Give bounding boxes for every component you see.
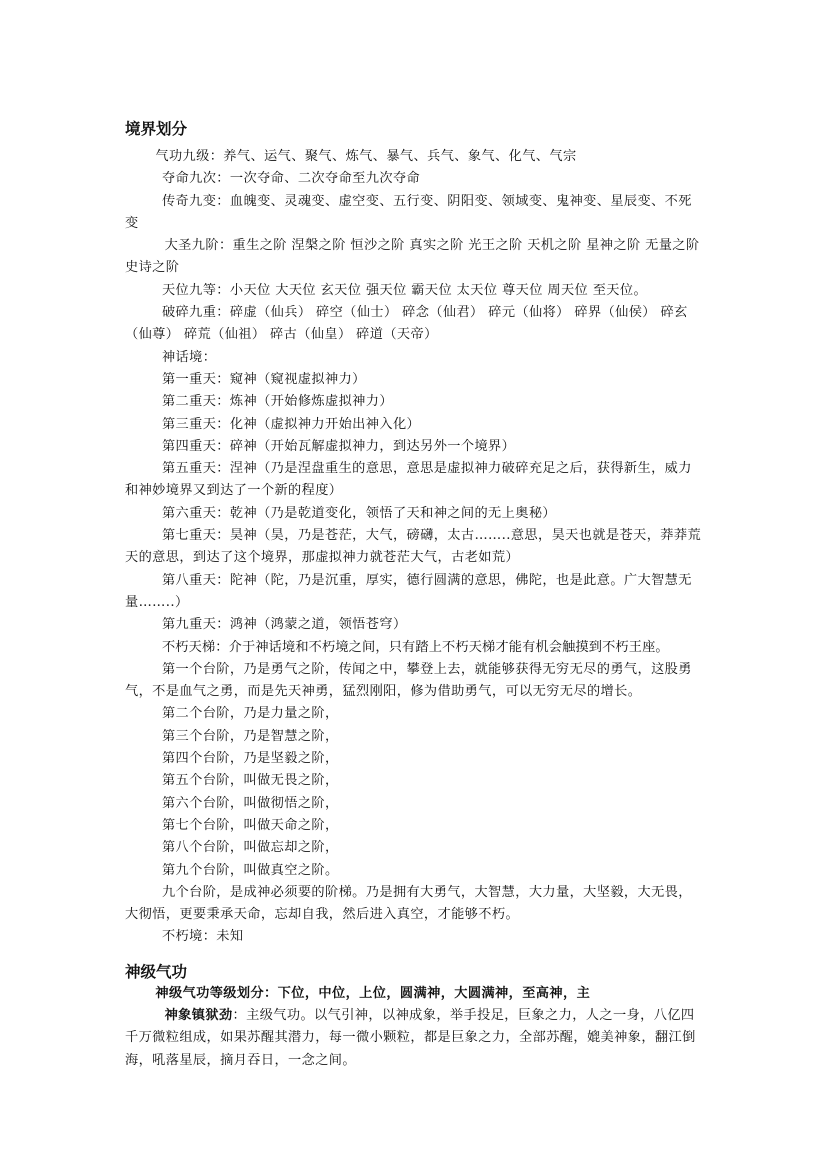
heaven-level-line: 第二重天：炼神（开始修炼虚拟神力） bbox=[161, 394, 393, 410]
document-body bbox=[125, 118, 705, 1072]
heaven-level-line: 第八重天：陀神（陀，乃是沉重，厚实，德行圆满的意思，佛陀，也是此意。广大智慧无量……..） bbox=[125, 572, 692, 610]
section-title-divine-qigong: 神级气功 bbox=[125, 962, 188, 981]
ladder-step-line: 第六个台阶，叫做彻悟之阶， bbox=[161, 795, 339, 811]
immortal-ladder-line: 不朽天梯：介于神话境和不朽境之间，只有踏上不朽天梯才能有机会触摸到不朽王座。 bbox=[161, 639, 669, 655]
section-title-realms: 境界划分 bbox=[125, 120, 188, 138]
heaven-level-line: 第五重天：涅神（乃是涅盘重生的意思，意思是虚拟神力破碎充足之后，获得新生，威力和神妙境界又到达了一个新的程度） bbox=[125, 461, 692, 499]
realm-line: 天位九等：小天位 大天位 玄天位 强天位 霸天位 太天位 尊天位 周天位 至天位。 bbox=[161, 282, 648, 298]
divine-entry-paragraph bbox=[125, 1005, 705, 1072]
divine-entry-text: ：主级气功。以气引神，以神成象，举手投足，巨象之力，人之一身，八亿四千万微粒组成，如果苏醒其潜力，每一微小颗粒，都是巨象之力，全部苏醒，媲美神象，翻江倒海，吼落星辰，摘月吞日，一念之间。 bbox=[125, 1007, 696, 1068]
heaven-level-line: 第四重天：碎神（开始瓦解虚拟神力，到达另外一个境界） bbox=[161, 438, 516, 454]
heaven-level-line: 第一重天：窥神（窥视虚拟神力） bbox=[161, 371, 366, 387]
realm-line: 神话境： bbox=[161, 349, 217, 365]
realm-line: 气功九级：养气、运气、聚气、炼气、暴气、兵气、象气、化气、气宗 bbox=[155, 149, 577, 164]
ladder-step-line: 第七个台阶，叫做天命之阶， bbox=[161, 817, 339, 833]
ladder-step-line: 第一个台阶，乃是勇气之阶，传闻之中，攀登上去，就能够获得无穷无尽的勇气，这股勇气，不是血气之勇，而是先天神勇，猛烈刚阳，修为借助勇气，可以无穷无尽的增长。 bbox=[125, 661, 692, 700]
ladder-step-line: 第九个台阶，叫做真空之阶。 bbox=[161, 862, 339, 878]
ladder-step-line: 第二个台阶，乃是力量之阶， bbox=[161, 706, 339, 722]
ladder-step-line: 第五个台阶，叫做无畏之阶， bbox=[161, 773, 339, 789]
ladder-summary-line: 九个台阶，是成神必须要的阶梯。乃是拥有大勇气，大智慧，大力量，大坚毅，大无畏，大彻悟，更要秉承天命，忘却自我，然后进入真空，才能够不朽。 bbox=[125, 884, 692, 923]
realm-line: 夺命九次：一次夺命、二次夺命至九次夺命 bbox=[161, 171, 421, 187]
realm-line: 大圣九阶：重生之阶 涅槃之阶 恒沙之阶 真实之阶 光王之阶 天机之阶 星神之阶 无量之阶 史诗之阶 bbox=[125, 238, 700, 276]
ladder-step-line: 第八个台阶，叫做忘却之阶， bbox=[161, 840, 339, 856]
heaven-level-line: 第七重天：昊神（昊，乃是苍茫，大气，磅礴，太古……..意思，昊天也就是苍天，莽莽荒天的意思，到达了这个境界，那虚拟神力就苍茫大气，古老如荒） bbox=[125, 528, 702, 566]
heaven-level-line: 第九重天：鸿神（鸿蒙之道，领悟苍穹） bbox=[161, 617, 407, 633]
divine-entry-name: 神象镇狱劲 bbox=[164, 1007, 233, 1023]
heaven-level-line: 第三重天：化神（虚拟神力开始出神入化） bbox=[161, 416, 421, 432]
divine-grading-text: 神级气功等级划分：下位，中位，上位，圆满神，大圆满神，至高神，主 bbox=[155, 985, 591, 1001]
ladder-step-line: 第三个台阶，乃是智慧之阶， bbox=[161, 728, 339, 744]
ladder-step-line: 第四个台阶，乃是坚毅之阶， bbox=[161, 751, 339, 767]
divine-grading-line bbox=[125, 983, 705, 1005]
heaven-level-line: 第六重天：乾神（乃是乾道变化，领悟了天和神之间的无上奥秘） bbox=[161, 505, 556, 521]
immortal-realm-line: 不朽境：未知 bbox=[161, 929, 244, 945]
realm-line: 破碎九重：碎虚（仙兵） 碎空（仙士） 碎念（仙君） 碎元（仙将） 碎界（仙侯） 碎玄（仙尊） 碎荒（仙祖） 碎古（仙皇） 碎道（天帝） bbox=[125, 305, 688, 343]
realm-line: 传奇九变：血魄变、灵魂变、虚空变、五行变、阴阳变、领域变、鬼神变、星辰变、不死变 bbox=[125, 193, 692, 231]
